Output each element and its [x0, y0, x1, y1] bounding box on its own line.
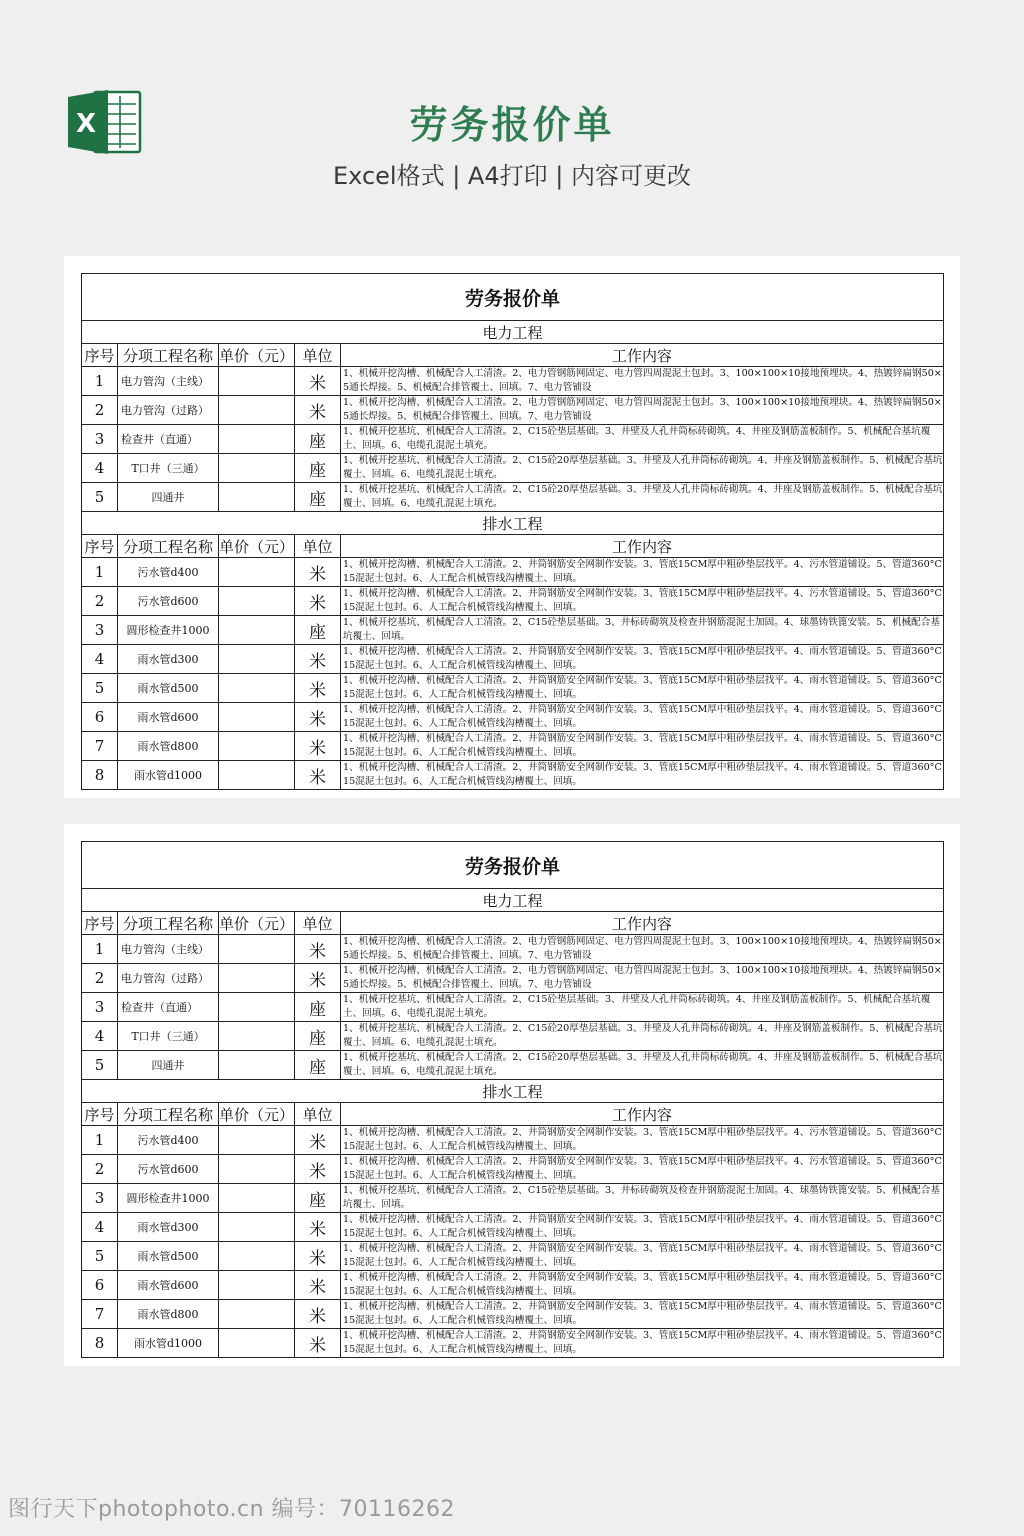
- work-content-cell: [341, 558, 944, 587]
- item-name: 雨水管d1000: [118, 761, 219, 790]
- unit-price-cell[interactable]: [219, 367, 295, 396]
- section-title: 电力工程: [82, 321, 944, 344]
- unit-cell: 米: [295, 558, 341, 587]
- item-name: 雨水管d1000: [118, 1329, 219, 1358]
- work-content-cell: [341, 483, 944, 512]
- work-content-text: 1、机械开挖沟槽、机械配合人工清渣。2、井筒钢筋安全网制作安装。3、管底15CM厚中粗砂垫层找平。4、雨水管道铺设。5、管道360°C15混泥土包封。6、人工配合机械管线沟槽覆土、回填。: [343, 704, 942, 729]
- table-row: [82, 1213, 944, 1242]
- unit-cell: 米: [295, 587, 341, 616]
- row-number: 4: [82, 645, 118, 674]
- section-title: 排水工程: [82, 1080, 944, 1103]
- row-number: 3: [82, 1184, 118, 1213]
- work-content-cell: [341, 1213, 944, 1242]
- work-content-text: 1、机械开挖沟槽、机械配合人工清渣。2、电力管钢筋网固定、电力管四周混泥土包封。3、100×100×10接地预埋块。4、热镀锌扁钢50×5通长焊接。5、机械配合排管覆土、回填。7、电力管铺设: [343, 936, 942, 961]
- unit-price-cell[interactable]: [219, 674, 295, 703]
- work-content-text: 1、机械开挖沟槽、机械配合人工清渣。2、井筒钢筋安全网制作安装。3、管底15CM厚中粗砂垫层找平。4、污水管道铺设。5、管道360°C15混泥土包封。6、人工配合机械管线沟槽覆土、回填。: [343, 559, 942, 584]
- col-header-desc: 工作内容: [341, 535, 944, 558]
- unit-cell: 米: [295, 1213, 341, 1242]
- table-row: [82, 1242, 944, 1271]
- item-name: 检查井（直通）: [118, 425, 219, 454]
- sheet-preview-1: [64, 256, 960, 798]
- col-header-name: 分项工程名称: [118, 535, 219, 558]
- sheet-title: 劳务报价单: [82, 842, 944, 889]
- col-header-name: 分项工程名称: [118, 344, 219, 367]
- unit-price-cell[interactable]: [219, 454, 295, 483]
- unit-cell: 米: [295, 367, 341, 396]
- work-content-text: 1、机械开挖沟槽、机械配合人工清渣。2、井筒钢筋安全网制作安装。3、管底15CM厚中粗砂垫层找平。4、雨水管道铺设。5、管道360°C15混泥土包封。6、人工配合机械管线沟槽覆土、回填。: [343, 675, 942, 700]
- table-row: [82, 1329, 944, 1358]
- sheet-viewport: [81, 273, 943, 788]
- work-content-cell: [341, 367, 944, 396]
- table-row: [82, 1271, 944, 1300]
- unit-price-cell[interactable]: [219, 1051, 295, 1080]
- table-row: [82, 645, 944, 674]
- table-row: [82, 587, 944, 616]
- unit-price-cell[interactable]: [219, 1329, 295, 1358]
- work-content-cell: [341, 587, 944, 616]
- col-header-desc: 工作内容: [341, 912, 944, 935]
- item-name: 圆形检查井1000: [118, 1184, 219, 1213]
- work-content-text: 1、机械开挖沟槽、机械配合人工清渣。2、井筒钢筋安全网制作安装。3、管底15CM厚中粗砂垫层找平。4、雨水管道铺设。5、管道360°C15混泥土包封。6、人工配合机械管线沟槽覆土、回填。: [343, 1214, 942, 1239]
- work-content-text: 1、机械开挖基坑、机械配合人工清渣。2、C15砼垫层基础。3、井标砖砌筑及检查井钢筋混泥土加固。4、球墨铸铁篦安装。5、机械配合基坑覆土、回填。: [343, 617, 940, 642]
- work-content-cell: [341, 1051, 944, 1080]
- row-number: 2: [82, 1155, 118, 1184]
- unit-cell: 座: [295, 993, 341, 1022]
- work-content-cell: [341, 1155, 944, 1184]
- item-name: 雨水管d300: [118, 645, 219, 674]
- unit-price-cell[interactable]: [219, 483, 295, 512]
- row-number: 6: [82, 703, 118, 732]
- work-content-text: 1、机械开挖基坑、机械配合人工清渣。2、C15砼垫层基础。3、井标砖砌筑及检查井钢筋混泥土加固。4、球墨铸铁篦安装。5、机械配合基坑覆土、回填。: [343, 1185, 940, 1210]
- col-header-price: 单价（元）: [219, 1103, 295, 1126]
- work-content-text: 1、机械开挖沟槽、机械配合人工清渣。2、井筒钢筋安全网制作安装。3、管底15CM厚中粗砂垫层找平。4、污水管道铺设。5、管道360°C15混泥土包封。6、人工配合机械管线沟槽覆土、回填。: [343, 588, 942, 613]
- row-number: 3: [82, 616, 118, 645]
- unit-cell: 米: [295, 732, 341, 761]
- page-subtitle: Excel格式 | A4打印 | 内容可更改: [333, 162, 691, 190]
- work-content-text: 1、机械开挖沟槽、机械配合人工清渣。2、电力管钢筋网固定、电力管四周混泥土包封。3、100×100×10接地预埋块。4、热镀锌扁钢50×5通长焊接。5、机械配合排管覆土、回填。7、电力管铺设: [343, 965, 942, 990]
- work-content-text: 1、机械开挖沟槽、机械配合人工清渣。2、电力管钢筋网固定、电力管四周混泥土包封。3、100×100×10接地预埋块。4、热镀锌扁钢50×5通长焊接。5、机械配合排管覆土、回填。7、电力管铺设: [343, 368, 942, 393]
- col-header-unit: 单位: [295, 912, 341, 935]
- work-content-text: 1、机械开挖基坑、机械配合人工清渣。2、C15砼20厚垫层基础。3、井壁及人孔井筒标砖砌筑。4、井座及钢筋盖板制作。5、机械配合基坑覆土、回填。6、电缆孔混泥土填充。: [343, 1023, 943, 1048]
- item-name: T口井（三通）: [118, 454, 219, 483]
- item-name: 雨水管d500: [118, 1242, 219, 1271]
- row-number: 5: [82, 483, 118, 512]
- row-number: 4: [82, 454, 118, 483]
- row-number: 2: [82, 964, 118, 993]
- unit-price-cell[interactable]: [219, 1300, 295, 1329]
- unit-cell: 座: [295, 425, 341, 454]
- sheet-preview-2: [64, 824, 960, 1366]
- unit-price-cell[interactable]: [219, 1213, 295, 1242]
- table-row: [82, 1184, 944, 1213]
- unit-cell: 米: [295, 1155, 341, 1184]
- unit-cell: 米: [295, 396, 341, 425]
- table-row: [82, 1051, 944, 1080]
- item-name: 雨水管d300: [118, 1213, 219, 1242]
- watermark-text: 图行天下photophoto.cn 编号：70116262: [8, 1497, 456, 1522]
- table-row: [82, 1300, 944, 1329]
- unit-price-cell[interactable]: [219, 1155, 295, 1184]
- work-content-cell: [341, 1300, 944, 1329]
- work-content-cell: [341, 454, 944, 483]
- unit-price-cell[interactable]: [219, 935, 295, 964]
- work-content-text: 1、机械开挖沟槽、机械配合人工清渣。2、井筒钢筋安全网制作安装。3、管底15CM厚中粗砂垫层找平。4、雨水管道铺设。5、管道360°C15混泥土包封。6、人工配合机械管线沟槽覆土、回填。: [343, 1272, 942, 1297]
- unit-price-cell[interactable]: [219, 964, 295, 993]
- col-header-desc: 工作内容: [341, 344, 944, 367]
- unit-cell: 座: [295, 1051, 341, 1080]
- table-row: [82, 367, 944, 396]
- col-header-no: 序号: [82, 535, 118, 558]
- column-header-row: [82, 344, 944, 367]
- col-header-desc: 工作内容: [341, 1103, 944, 1126]
- work-content-cell: [341, 425, 944, 454]
- svg-text:X: X: [76, 109, 97, 139]
- item-name: 污水管d400: [118, 558, 219, 587]
- table-row: [82, 732, 944, 761]
- work-content-cell: [341, 674, 944, 703]
- unit-price-cell[interactable]: [219, 703, 295, 732]
- row-number: 8: [82, 1329, 118, 1358]
- table-row: [82, 761, 944, 790]
- item-name: 污水管d600: [118, 1155, 219, 1184]
- work-content-cell: [341, 1126, 944, 1155]
- col-header-no: 序号: [82, 344, 118, 367]
- item-name: 电力管沟（主线）: [118, 935, 219, 964]
- table-row: [82, 703, 944, 732]
- item-name: 四通井: [118, 483, 219, 512]
- unit-cell: 米: [295, 935, 341, 964]
- column-header-row: [82, 535, 944, 558]
- item-name: 电力管沟（主线）: [118, 367, 219, 396]
- item-name: 雨水管d500: [118, 674, 219, 703]
- item-name: 雨水管d800: [118, 1300, 219, 1329]
- item-name: 检查井（直通）: [118, 993, 219, 1022]
- work-content-text: 1、机械开挖基坑、机械配合人工清渣。2、C15砼垫层基础。3、井壁及人孔井筒标砖砌筑。4、井座及钢筋盖板制作。5、机械配合基坑覆土、回填。6、电缆孔混泥土填充。: [343, 426, 931, 451]
- item-name: 电力管沟（过路）: [118, 964, 219, 993]
- unit-price-cell[interactable]: [219, 761, 295, 790]
- unit-price-cell[interactable]: [219, 1242, 295, 1271]
- work-content-text: 1、机械开挖基坑、机械配合人工清渣。2、C15砼20厚垫层基础。3、井壁及人孔井筒标砖砌筑。4、井座及钢筋盖板制作。5、机械配合基坑覆土、回填。6、电缆孔混泥土填充。: [343, 484, 943, 509]
- row-number: 6: [82, 1271, 118, 1300]
- unit-price-cell[interactable]: [219, 1126, 295, 1155]
- table-row: [82, 993, 944, 1022]
- section-title: 排水工程: [82, 512, 944, 535]
- unit-cell: 米: [295, 1126, 341, 1155]
- unit-cell: 座: [295, 454, 341, 483]
- item-name: T口井（三通）: [118, 1022, 219, 1051]
- table-row: [82, 396, 944, 425]
- unit-cell: 米: [295, 703, 341, 732]
- table-row: [82, 483, 944, 512]
- unit-cell: 座: [295, 616, 341, 645]
- unit-price-cell[interactable]: [219, 1184, 295, 1213]
- col-header-unit: 单位: [295, 344, 341, 367]
- row-number: 4: [82, 1022, 118, 1051]
- col-header-name: 分项工程名称: [118, 912, 219, 935]
- table-row: [82, 1155, 944, 1184]
- row-number: 2: [82, 587, 118, 616]
- unit-cell: 米: [295, 674, 341, 703]
- work-content-cell: [341, 645, 944, 674]
- unit-cell: 座: [295, 1184, 341, 1213]
- work-content-text: 1、机械开挖沟槽、机械配合人工清渣。2、井筒钢筋安全网制作安装。3、管底15CM厚中粗砂垫层找平。4、雨水管道铺设。5、管道360°C15混泥土包封。6、人工配合机械管线沟槽覆土、回填。: [343, 1243, 942, 1268]
- unit-price-cell[interactable]: [219, 558, 295, 587]
- work-content-text: 1、机械开挖基坑、机械配合人工清渣。2、C15砼20厚垫层基础。3、井壁及人孔井筒标砖砌筑。4、井座及钢筋盖板制作。5、机械配合基坑覆土、回填。6、电缆孔混泥土填充。: [343, 455, 943, 480]
- item-name: 雨水管d600: [118, 1271, 219, 1300]
- unit-cell: 米: [295, 761, 341, 790]
- row-number: 7: [82, 732, 118, 761]
- work-content-cell: [341, 703, 944, 732]
- table-row: [82, 454, 944, 483]
- row-number: 1: [82, 367, 118, 396]
- unit-price-cell[interactable]: [219, 1022, 295, 1051]
- unit-cell: 座: [295, 1022, 341, 1051]
- table-row: [82, 558, 944, 587]
- work-content-text: 1、机械开挖沟槽、机械配合人工清渣。2、井筒钢筋安全网制作安装。3、管底15CM厚中粗砂垫层找平。4、雨水管道铺设。5、管道360°C15混泥土包封。6、人工配合机械管线沟槽覆土、回填。: [343, 646, 942, 671]
- unit-cell: 米: [295, 1242, 341, 1271]
- row-number: 1: [82, 558, 118, 587]
- work-content-cell: [341, 1242, 944, 1271]
- col-header-unit: 单位: [295, 1103, 341, 1126]
- row-number: 5: [82, 1242, 118, 1271]
- work-content-text: 1、机械开挖沟槽、机械配合人工清渣。2、井筒钢筋安全网制作安装。3、管底15CM厚中粗砂垫层找平。4、污水管道铺设。5、管道360°C15混泥土包封。6、人工配合机械管线沟槽覆土、回填。: [343, 1127, 942, 1152]
- table-row: [82, 1022, 944, 1051]
- col-header-name: 分项工程名称: [118, 1103, 219, 1126]
- work-content-cell: [341, 1329, 944, 1358]
- work-content-text: 1、机械开挖沟槽、机械配合人工清渣。2、井筒钢筋安全网制作安装。3、管底15CM厚中粗砂垫层找平。4、雨水管道铺设。5、管道360°C15混泥土包封。6、人工配合机械管线沟槽覆土、回填。: [343, 1330, 942, 1355]
- unit-price-cell[interactable]: [219, 616, 295, 645]
- col-header-price: 单价（元）: [219, 535, 295, 558]
- row-number: 1: [82, 1126, 118, 1155]
- work-content-cell: [341, 935, 944, 964]
- sheet-title: 劳务报价单: [82, 274, 944, 321]
- table-row: [82, 935, 944, 964]
- column-header-row: [82, 912, 944, 935]
- unit-price-cell[interactable]: [219, 1271, 295, 1300]
- work-content-text: 1、机械开挖沟槽、机械配合人工清渣。2、电力管钢筋网固定、电力管四周混泥土包封。3、100×100×10接地预埋块。4、热镀锌扁钢50×5通长焊接。5、机械配合排管覆土、回填。7、电力管铺设: [343, 397, 942, 422]
- row-number: 1: [82, 935, 118, 964]
- row-number: 8: [82, 761, 118, 790]
- table-row: [82, 616, 944, 645]
- sheet-viewport: [81, 841, 943, 1356]
- table-row: [82, 964, 944, 993]
- table-row: [82, 674, 944, 703]
- work-content-cell: [341, 761, 944, 790]
- work-content-cell: [341, 964, 944, 993]
- unit-cell: 米: [295, 964, 341, 993]
- page-title: 劳务报价单: [409, 103, 615, 147]
- col-header-unit: 单位: [295, 535, 341, 558]
- work-content-text: 1、机械开挖基坑、机械配合人工清渣。2、C15砼垫层基础。3、井壁及人孔井筒标砖砌筑。4、井座及钢筋盖板制作。5、机械配合基坑覆土、回填。6、电缆孔混泥土填充。: [343, 994, 931, 1019]
- table-row: [82, 1126, 944, 1155]
- item-name: 电力管沟（过路）: [118, 396, 219, 425]
- table-row: [82, 425, 944, 454]
- unit-cell: 米: [295, 1329, 341, 1358]
- quote-sheet-table: [81, 841, 944, 1358]
- work-content-cell: [341, 616, 944, 645]
- unit-price-cell[interactable]: [219, 993, 295, 1022]
- row-number: 3: [82, 425, 118, 454]
- row-number: 2: [82, 396, 118, 425]
- work-content-cell: [341, 732, 944, 761]
- work-content-cell: [341, 993, 944, 1022]
- work-content-cell: [341, 1022, 944, 1051]
- item-name: 四通井: [118, 1051, 219, 1080]
- unit-price-cell[interactable]: [219, 732, 295, 761]
- work-content-cell: [341, 1184, 944, 1213]
- col-header-price: 单价（元）: [219, 344, 295, 367]
- unit-cell: 米: [295, 645, 341, 674]
- work-content-cell: [341, 396, 944, 425]
- col-header-no: 序号: [82, 1103, 118, 1126]
- unit-price-cell[interactable]: [219, 645, 295, 674]
- work-content-text: 1、机械开挖沟槽、机械配合人工清渣。2、井筒钢筋安全网制作安装。3、管底15CM厚中粗砂垫层找平。4、污水管道铺设。5、管道360°C15混泥土包封。6、人工配合机械管线沟槽覆土、回填。: [343, 1156, 942, 1181]
- unit-price-cell[interactable]: [219, 587, 295, 616]
- item-name: 污水管d600: [118, 587, 219, 616]
- quote-sheet-table: [81, 273, 944, 790]
- row-number: 7: [82, 1300, 118, 1329]
- unit-cell: 米: [295, 1300, 341, 1329]
- row-number: 3: [82, 993, 118, 1022]
- unit-price-cell[interactable]: [219, 425, 295, 454]
- col-header-price: 单价（元）: [219, 912, 295, 935]
- unit-cell: 米: [295, 1271, 341, 1300]
- work-content-text: 1、机械开挖沟槽、机械配合人工清渣。2、井筒钢筋安全网制作安装。3、管底15CM厚中粗砂垫层找平。4、雨水管道铺设。5、管道360°C15混泥土包封。6、人工配合机械管线沟槽覆土、回填。: [343, 733, 942, 758]
- row-number: 5: [82, 1051, 118, 1080]
- unit-price-cell[interactable]: [219, 396, 295, 425]
- item-name: 雨水管d800: [118, 732, 219, 761]
- row-number: 5: [82, 674, 118, 703]
- column-header-row: [82, 1103, 944, 1126]
- row-number: 4: [82, 1213, 118, 1242]
- work-content-text: 1、机械开挖沟槽、机械配合人工清渣。2、井筒钢筋安全网制作安装。3、管底15CM厚中粗砂垫层找平。4、雨水管道铺设。5、管道360°C15混泥土包封。6、人工配合机械管线沟槽覆土、回填。: [343, 762, 942, 787]
- section-title: 电力工程: [82, 889, 944, 912]
- item-name: 污水管d400: [118, 1126, 219, 1155]
- work-content-text: 1、机械开挖基坑、机械配合人工清渣。2、C15砼20厚垫层基础。3、井壁及人孔井筒标砖砌筑。4、井座及钢筋盖板制作。5、机械配合基坑覆土、回填。6、电缆孔混泥土填充。: [343, 1052, 943, 1077]
- work-content-text: 1、机械开挖沟槽、机械配合人工清渣。2、井筒钢筋安全网制作安装。3、管底15CM厚中粗砂垫层找平。4、雨水管道铺设。5、管道360°C15混泥土包封。6、人工配合机械管线沟槽覆土、回填。: [343, 1301, 942, 1326]
- unit-cell: 座: [295, 483, 341, 512]
- item-name: 雨水管d600: [118, 703, 219, 732]
- work-content-cell: [341, 1271, 944, 1300]
- item-name: 圆形检查井1000: [118, 616, 219, 645]
- col-header-no: 序号: [82, 912, 118, 935]
